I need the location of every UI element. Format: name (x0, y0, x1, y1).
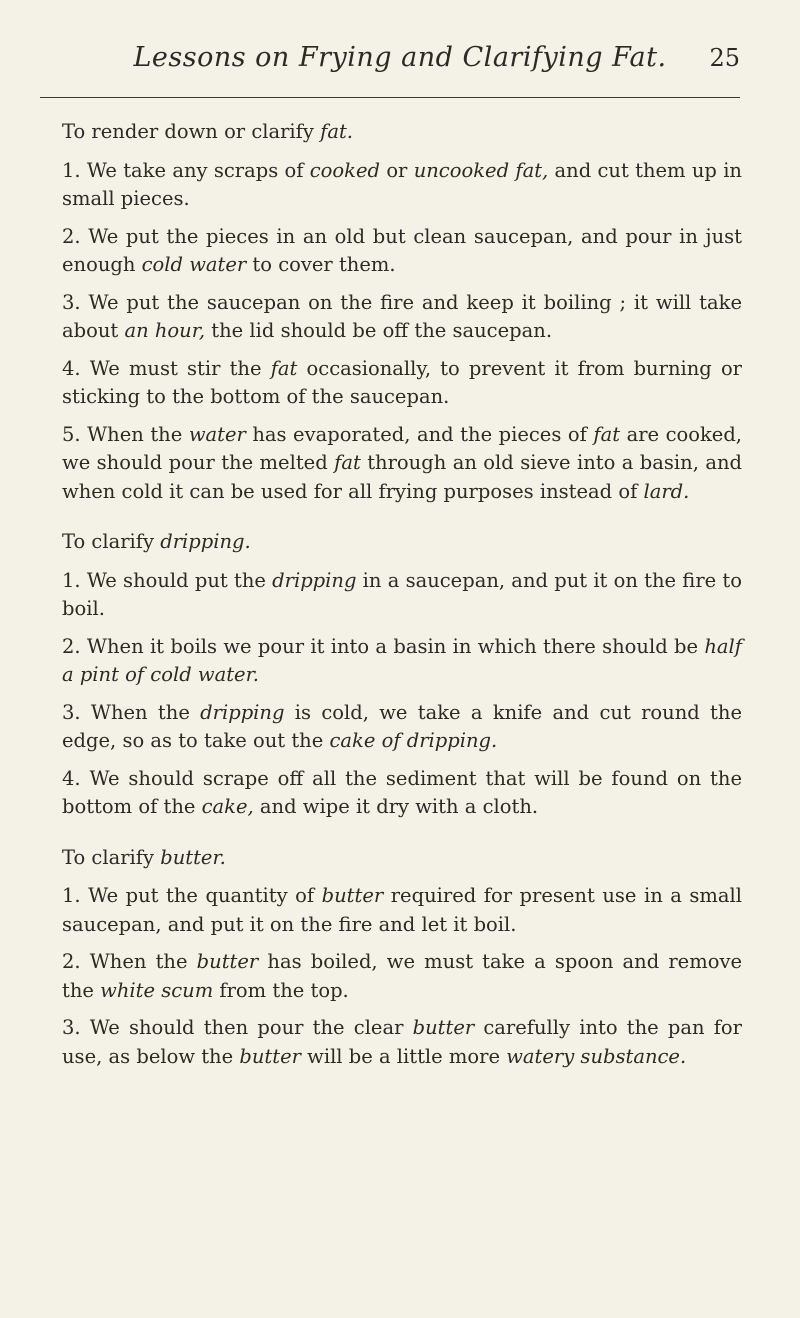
text-run: To render down or clarify (62, 120, 321, 143)
text-run: When the (80, 950, 197, 973)
italic-run: lard. (643, 479, 690, 503)
text-run: and wipe it dry with a cloth. (253, 795, 539, 818)
text-run: We should put the (80, 568, 273, 592)
italic-run: butter. (160, 845, 226, 869)
text-run: has boiled, we must take a spoon and remove the (62, 950, 743, 1002)
list-item (62, 421, 742, 507)
item-number: 3. (62, 700, 81, 724)
italic-run: fat (593, 422, 621, 446)
text-run: the lid should be off the saucepan. (205, 319, 553, 342)
text-run: To clarify (62, 845, 161, 869)
italic-run: dripping (200, 700, 285, 724)
italic-run: cooked (309, 158, 381, 182)
text-run: When the (80, 422, 189, 446)
list-item (62, 157, 742, 214)
section (62, 528, 742, 822)
text-run: We put the quantity of (80, 884, 322, 907)
text-run: We put the saucepan on the fire and keep it boiling ; it will take about (62, 290, 742, 342)
italic-run: uncooked fat, (413, 158, 549, 182)
italic-run: butter (321, 884, 384, 907)
item-number: 2. (62, 950, 81, 973)
text-run: are cooked, we should pour the melted (62, 422, 743, 474)
item-number: 4. (62, 766, 81, 790)
section (62, 844, 742, 1072)
italic-run: an hour, (124, 319, 206, 342)
text-run: We must stir the (80, 356, 271, 380)
list-item (62, 223, 742, 280)
running-title: Lessons on Frying and Clarifying Fat. (133, 42, 667, 73)
italic-run: butter (412, 1016, 475, 1039)
text-run: We should scrape off all the sediment that will be found on the bottom of the (62, 766, 742, 818)
text-run: We should then pour the clear (80, 1016, 413, 1039)
text-run: When it boils we pour it into a basin in which there should be (80, 634, 705, 658)
italic-run: butter (196, 950, 259, 973)
list-item (62, 355, 742, 412)
italic-run: fat (270, 356, 298, 380)
text-run: When the (80, 700, 201, 724)
list-item (62, 1014, 742, 1071)
text-run: carefully into the pan for use, as below the (62, 1016, 742, 1068)
text-run: required for present use in a small saucepan, and put it on the fire and let it boil. (62, 884, 743, 936)
item-number: 4. (62, 356, 81, 380)
section-heading (62, 844, 742, 873)
list-item (62, 765, 742, 822)
item-number: 2. (62, 634, 81, 658)
italic-run: watery substance. (506, 1044, 687, 1068)
italic-run: fat (334, 451, 361, 474)
header-rule (40, 97, 740, 98)
text-run: We take any scraps of (80, 158, 310, 182)
italic-run: water (188, 422, 246, 446)
text-run: will be a little more (300, 1044, 507, 1068)
italic-run: butter (239, 1044, 301, 1068)
list-item (62, 948, 742, 1005)
text-run: in a saucepan, and put it on the fire to boil. (62, 568, 742, 620)
list-item (62, 633, 742, 690)
text-run: from the top. (213, 978, 349, 1002)
text-run: or (380, 158, 414, 182)
text-run: We put the pieces in an old but clean saucepan, and pour in just enough (62, 224, 742, 276)
text-run: and cut them up in small pieces. (62, 158, 742, 210)
item-number: 1. (62, 568, 81, 592)
italic-run: cold water (141, 253, 247, 276)
section (62, 118, 742, 506)
item-number: 2. (62, 224, 81, 248)
text-run: To clarify (62, 530, 161, 553)
text-run: occasionally, to prevent it from burning or sticking to the bottom of the saucepan. (62, 356, 743, 408)
text-run: is cold, we take a knife and cut round the edge, so as to take out the (62, 700, 742, 752)
italic-run: fat. (320, 120, 353, 143)
item-number: 1. (62, 158, 81, 182)
item-number: 5. (62, 422, 81, 446)
section-heading (62, 118, 742, 147)
item-number: 3. (62, 1016, 81, 1039)
item-number: 3. (62, 290, 81, 314)
italic-run: cake of dripping. (329, 729, 498, 752)
text-run: has evaporated, and the pieces of (245, 422, 594, 446)
list-item (62, 289, 742, 346)
italic-run: dripping. (160, 530, 251, 553)
italic-run: white scum (100, 978, 214, 1002)
italic-run: half a pint of cold water. (62, 634, 742, 686)
text-run: to cover them. (246, 253, 396, 276)
italic-run: dripping (272, 568, 357, 592)
item-number: 1. (62, 884, 81, 907)
list-item (62, 699, 742, 756)
italic-run: cake, (201, 795, 254, 818)
body-text (62, 118, 742, 1093)
page-number: 25 (709, 44, 740, 72)
page-header (0, 40, 800, 90)
section-heading (62, 528, 742, 557)
text-run: through an old sieve into a basin, and when cold it can be used for all frying purposes instead of (62, 451, 742, 503)
list-item (62, 567, 742, 624)
list-item (62, 882, 742, 939)
